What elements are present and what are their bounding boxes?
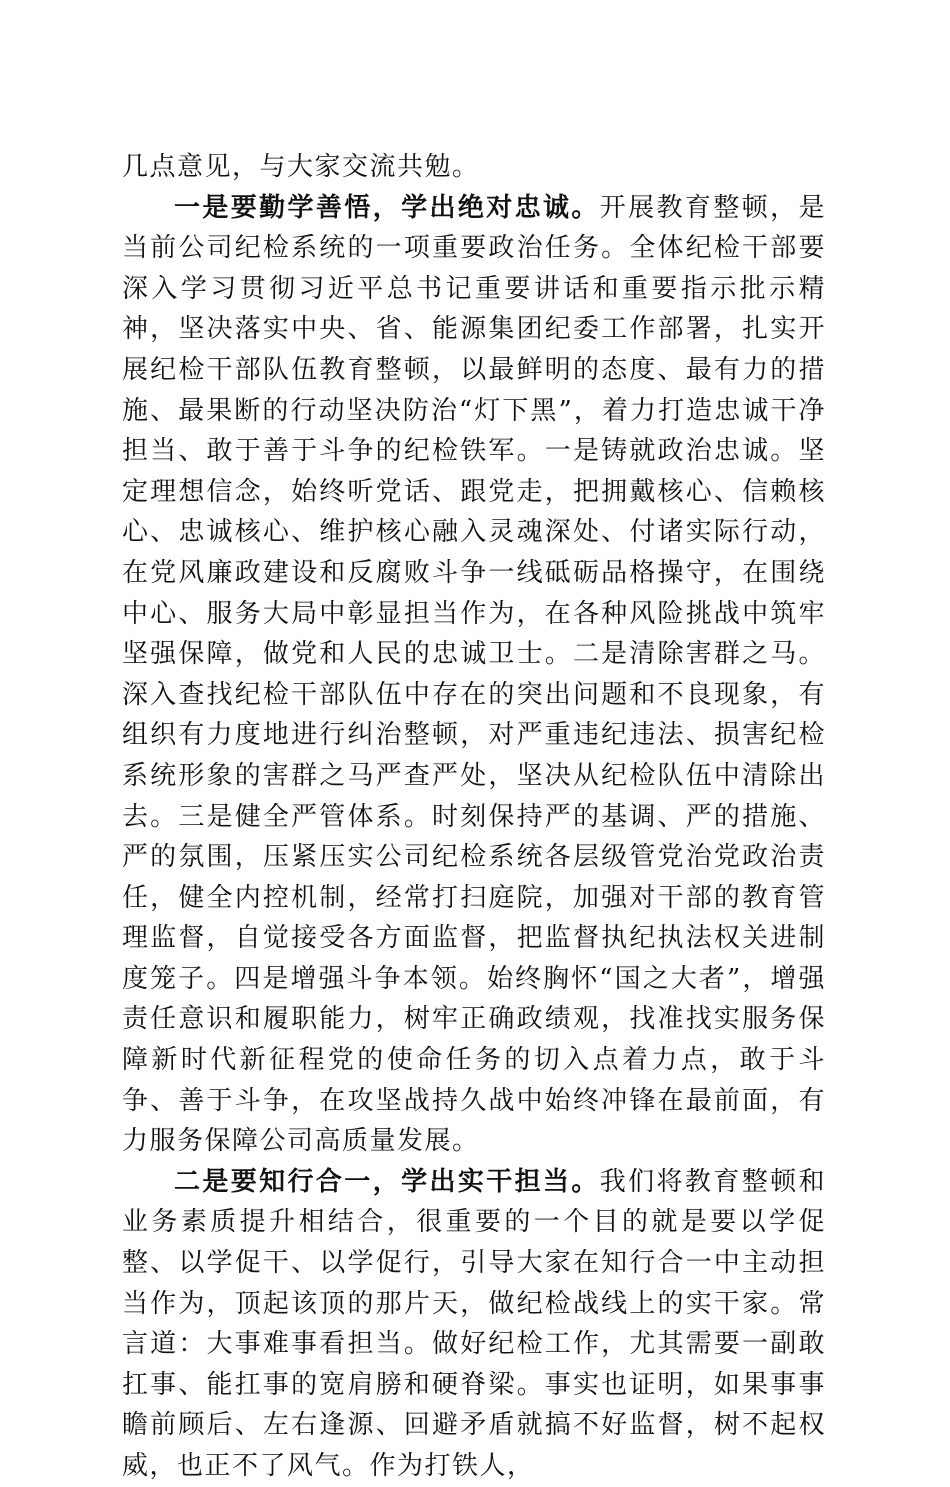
paragraph-point-two xyxy=(122,1162,826,1487)
paragraph-intro xyxy=(122,147,826,188)
paragraph-text: 开展教育整顿，是当前公司纪检系统的一项重要政治任务。全体纪检干部要深入学习贯彻习近平总书记重要讲话和重要指示批示精神，坚决落实中央、省、能源集团纪委工作部署，扎实开展纪检干部队伍教育整顿，以最鲜明的态度、最有力的措施、最果断的行动坚决防治“灯下黑”，着力打造忠诚干净担当、敢于善于斗争的纪检铁军。一是铸就政治忠诚。坚定理想信念，始终听党话、跟党走，把拥戴核心、信赖核心、忠诚核心、维护核心融入灵魂深处、付诸实际行动，在党风廉政建设和反腐败斗争一线砥砺品格操守，在围绕中心、服务大局中彰显担当作为，在各种风险挑战中筑牢坚强保障，做党和人民的忠诚卫士。二是清除害群之马。深入查找纪检干部队伍中存在的突出问题和不良现象，有组织有力度地进行纠治整顿，对严重违纪违法、损害纪检系统形象的害群之马严查严处，坚决从纪检队伍中清除出去。三是健全严管体系。时刻保持严的基调、严的措施、严的氛围，压紧压实公司纪检系统各层级管党治党政治责任，健全内控机制，经常打扫庭院，加强对干部的教育管理监督，自觉接受各方面监督，把监督执纪执法权关进制度笼子。四是增强斗争本领。始终胸怀“国之大者”，增强责任意识和履职能力，树牢正确政绩观，找准找实服务保障新时代新征程党的使命任务的切入点着力点，敢于斗争、善于斗争，在攻坚战持久战中始终冲锋在最前面，有力服务保障公司高质量发展。 xyxy=(122,192,826,1157)
paragraph-heading: 一是要勤学善悟，学出绝对忠诚。 xyxy=(174,192,600,223)
document-body xyxy=(122,147,826,1487)
paragraph-point-one xyxy=(122,188,826,1162)
paragraph-heading: 二是要知行合一，学出实干担当。 xyxy=(174,1166,600,1197)
paragraph-text: 我们将教育整顿和业务素质提升相结合，很重要的一个目的就是要以学促整、以学促干、以学促行，引导大家在知行合一中主动担当作为，顶起该顶的那片天，做纪检战线上的实干家。常言道：大事难事看担当。做好纪检工作，尤其需要一副敢扛事、能扛事的宽肩膀和硬脊梁。事实也证明，如果事事瞻前顾后、左右逢源、回避矛盾就搞不好监督，树不起权威，也正不了风气。作为打铁人， xyxy=(122,1166,826,1481)
paragraph-text: 几点意见，与大家交流共勉。 xyxy=(122,152,480,182)
